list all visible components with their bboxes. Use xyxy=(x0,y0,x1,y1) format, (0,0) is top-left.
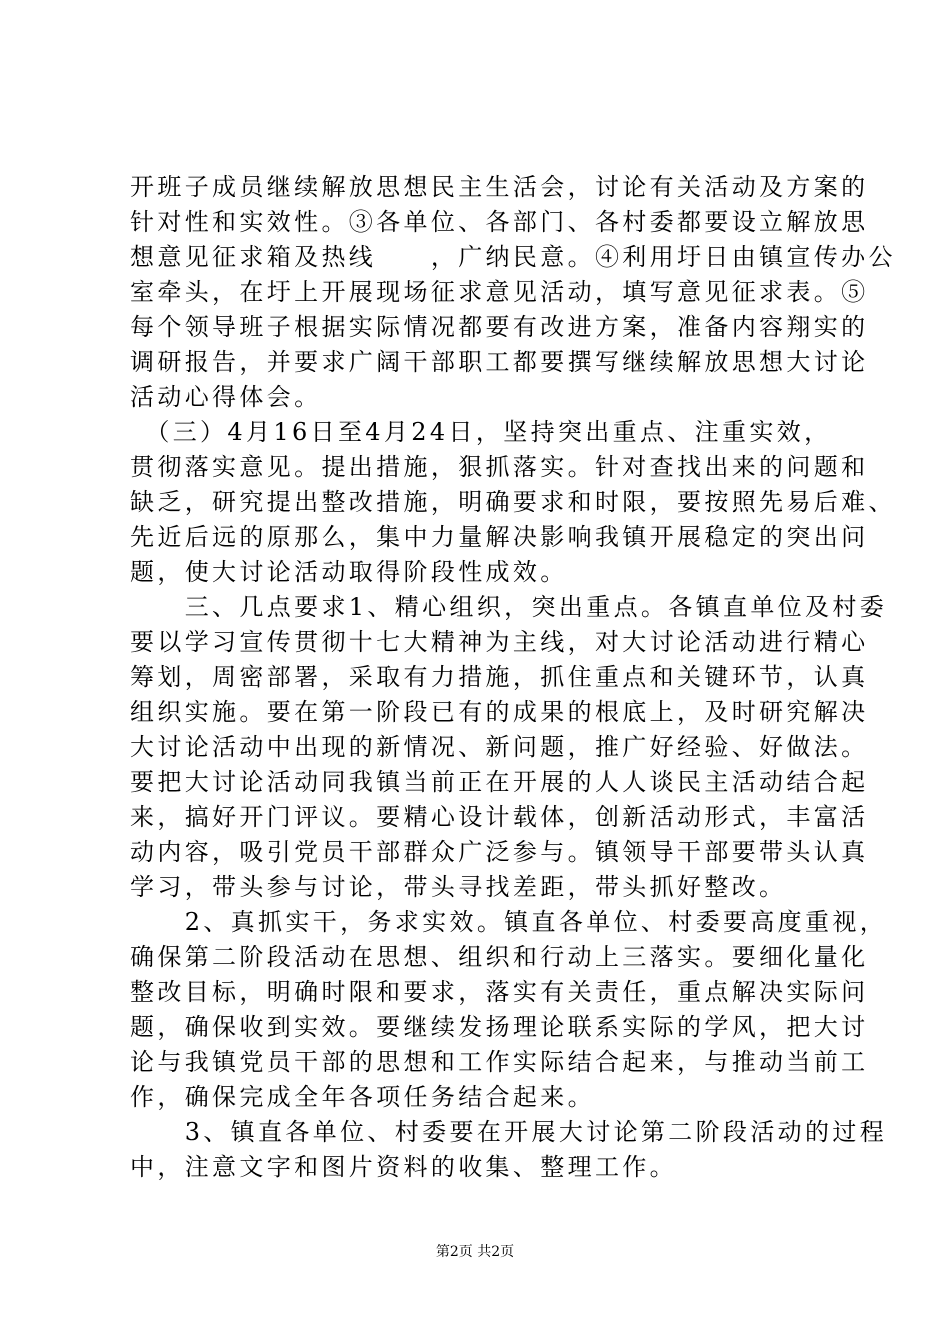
text-line: 2、真抓实干，务求实效。镇直各单位、村委要高度重视， xyxy=(130,908,888,936)
page-footer xyxy=(0,1242,950,1262)
text-line: 每个领导班子根据实际情况都要有改进方案，准备内容翔实的 xyxy=(130,313,869,341)
text-line: 想意见征求箱及热线 ，广纳民意。④利用圩日由镇宣传办公 xyxy=(130,243,896,271)
text-line: 动内容，吸引党员干部群众广泛参与。镇领导干部要带头认真 xyxy=(130,838,869,866)
text-line: 作，确保完成全年各项任务结合起来。 xyxy=(130,1083,595,1111)
text-line: 要以学习宣传贯彻十七大精神为主线，对大讨论活动进行精心 xyxy=(130,628,869,656)
text-line: 三、几点要求1、精心组织，突出重点。各镇直单位及村委 xyxy=(130,593,888,621)
text-line: 先近后远的原那么，集中力量解决影响我镇开展稳定的突出问 xyxy=(130,523,869,551)
text-line: 活动心得体会。 xyxy=(130,383,322,411)
text-line: 针对性和实效性。③各单位、各部门、各村委都要设立解放思 xyxy=(130,208,869,236)
text-line: 3、镇直各单位、村委要在开展大讨论第二阶段活动的过程 xyxy=(130,1118,888,1146)
text-line: 学习，带头参与讨论，带头寻找差距，带头抓好整改。 xyxy=(130,873,787,901)
text-line: 题，使大讨论活动取得阶段性成效。 xyxy=(130,558,568,586)
text-line: 缺乏，研究提出整改措施，明确要求和时限，要按照先易后难、 xyxy=(130,488,896,516)
text-line: 组织实施。要在第一阶段已有的成果的根底上，及时研究解决 xyxy=(130,698,869,726)
document-body xyxy=(130,170,896,1185)
text-line: 论与我镇党员干部的思想和工作实际结合起来，与推动当前工 xyxy=(130,1048,869,1076)
text-line: 要把大讨论活动同我镇当前正在开展的人人谈民主活动结合起 xyxy=(130,768,869,796)
text-line: 开班子成员继续解放思想民主生活会，讨论有关活动及方案的 xyxy=(130,173,869,201)
text-line: 来，搞好开门评议。要精心设计载体，创新活动形式，丰富活 xyxy=(130,803,869,831)
text-line: 确保第二阶段活动在思想、组织和行动上三落实。要细化量化 xyxy=(130,943,869,971)
text-line: 中，注意文字和图片资料的收集、整理工作。 xyxy=(130,1153,677,1181)
page-number-label: 第2页 共2页 xyxy=(435,1244,515,1260)
text-line: 整改目标，明确时限和要求，落实有关责任，重点解决实际问 xyxy=(130,978,869,1006)
text-line: 调研报告，并要求广阔干部职工都要撰写继续解放思想大讨论 xyxy=(130,348,869,376)
text-line: 贯彻落实意见。提出措施，狠抓落实。针对查找出来的问题和 xyxy=(130,453,869,481)
text-line: 题，确保收到实效。要继续发扬理论联系实际的学风，把大讨 xyxy=(130,1013,869,1041)
text-line: 大讨论活动中出现的新情况、新问题，推广好经验、好做法。 xyxy=(130,733,869,761)
text-line: （三）4月16日至4月24日，坚持突出重点、注重实效， xyxy=(130,418,832,446)
text-line: 室牵头，在圩上开展现场征求意见活动，填写意见征求表。⑤ xyxy=(130,278,869,306)
text-line: 筹划，周密部署，采取有力措施，抓住重点和关键环节，认真 xyxy=(130,663,869,691)
